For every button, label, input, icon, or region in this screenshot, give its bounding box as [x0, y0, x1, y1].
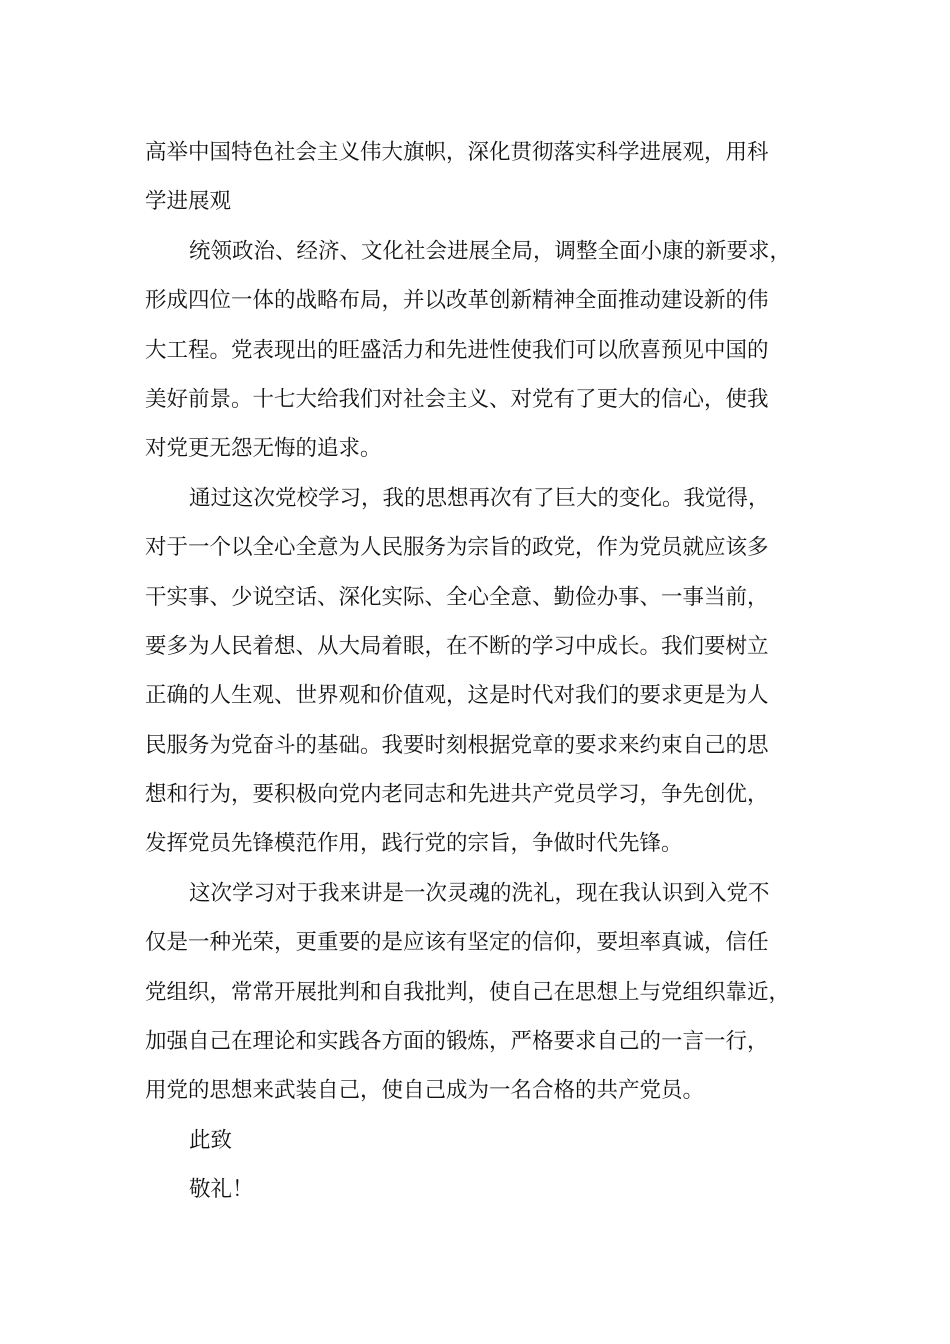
- text-line: 民服务为党奋斗的基础。我要时刻根据党章的要求来约束自己的思: [145, 732, 769, 758]
- text-line: 高举中国特色社会主义伟大旗帜，深化贯彻落实科学进展观，用科: [145, 140, 769, 165]
- paragraph-start-line: 通过这次党校学习，我的思想再次有了巨大的变化。我觉得，: [189, 485, 770, 511]
- text-line: 干实事、少说空话、深化实际、全心全意、勤俭办事、一事当前，: [145, 584, 769, 610]
- paragraph-start-line: 统领政治、经济、文化社会进展全局，调整全面小康的新要求，: [189, 238, 792, 264]
- text-line: 正确的人生观、世界观和价值观，这是时代对我们的要求更是为人: [145, 683, 769, 709]
- closing-salutation: 此致: [189, 1127, 233, 1153]
- text-line: 对党更无怨无悔的追求。: [145, 436, 382, 462]
- text-line: 发挥党员先锋模范作用，践行党的宗旨，争做时代先锋。: [145, 831, 683, 857]
- text-line: 党组织，常常开展批判和自我批判，使自己在思想上与党组织靠近，: [145, 979, 791, 1005]
- letter-body: [145, 128, 835, 1215]
- text-line: 仅是一种光荣，更重要的是应该有坚定的信仰，要坦率真诚，信任: [145, 930, 769, 956]
- text-line: 加强自己在理论和实践各方面的锻炼，严格要求自己的一言一行，: [145, 1029, 769, 1055]
- text-line: 想和行为，要积极向党内老同志和先进共产党员学习，争先创优，: [145, 782, 769, 808]
- text-line: 用党的思想来武装自己，使自己成为一名合格的共产党员。: [145, 1078, 705, 1104]
- text-line: 美好前景。十七大给我们对社会主义、对党有了更大的信心，使我: [145, 386, 769, 412]
- paragraph-start-line: 这次学习对于我来讲是一次灵魂的洗礼，现在我认识到入党不: [189, 880, 770, 906]
- text-line: 学进展观: [145, 189, 232, 215]
- closing-regards: 敬礼！: [189, 1177, 254, 1203]
- text-line: 形成四位一体的战略布局，并以改革创新精神全面推动建设新的伟: [145, 288, 769, 314]
- text-line: 大工程。党表现出的旺盛活力和先进性使我们可以欣喜预见中国的: [145, 337, 769, 363]
- text-line: 对于一个以全心全意为人民服务为宗旨的政党，作为党员就应该多: [145, 535, 769, 561]
- text-line: 要多为人民着想、从大局着眼，在不断的学习中成长。我们要树立: [145, 633, 769, 659]
